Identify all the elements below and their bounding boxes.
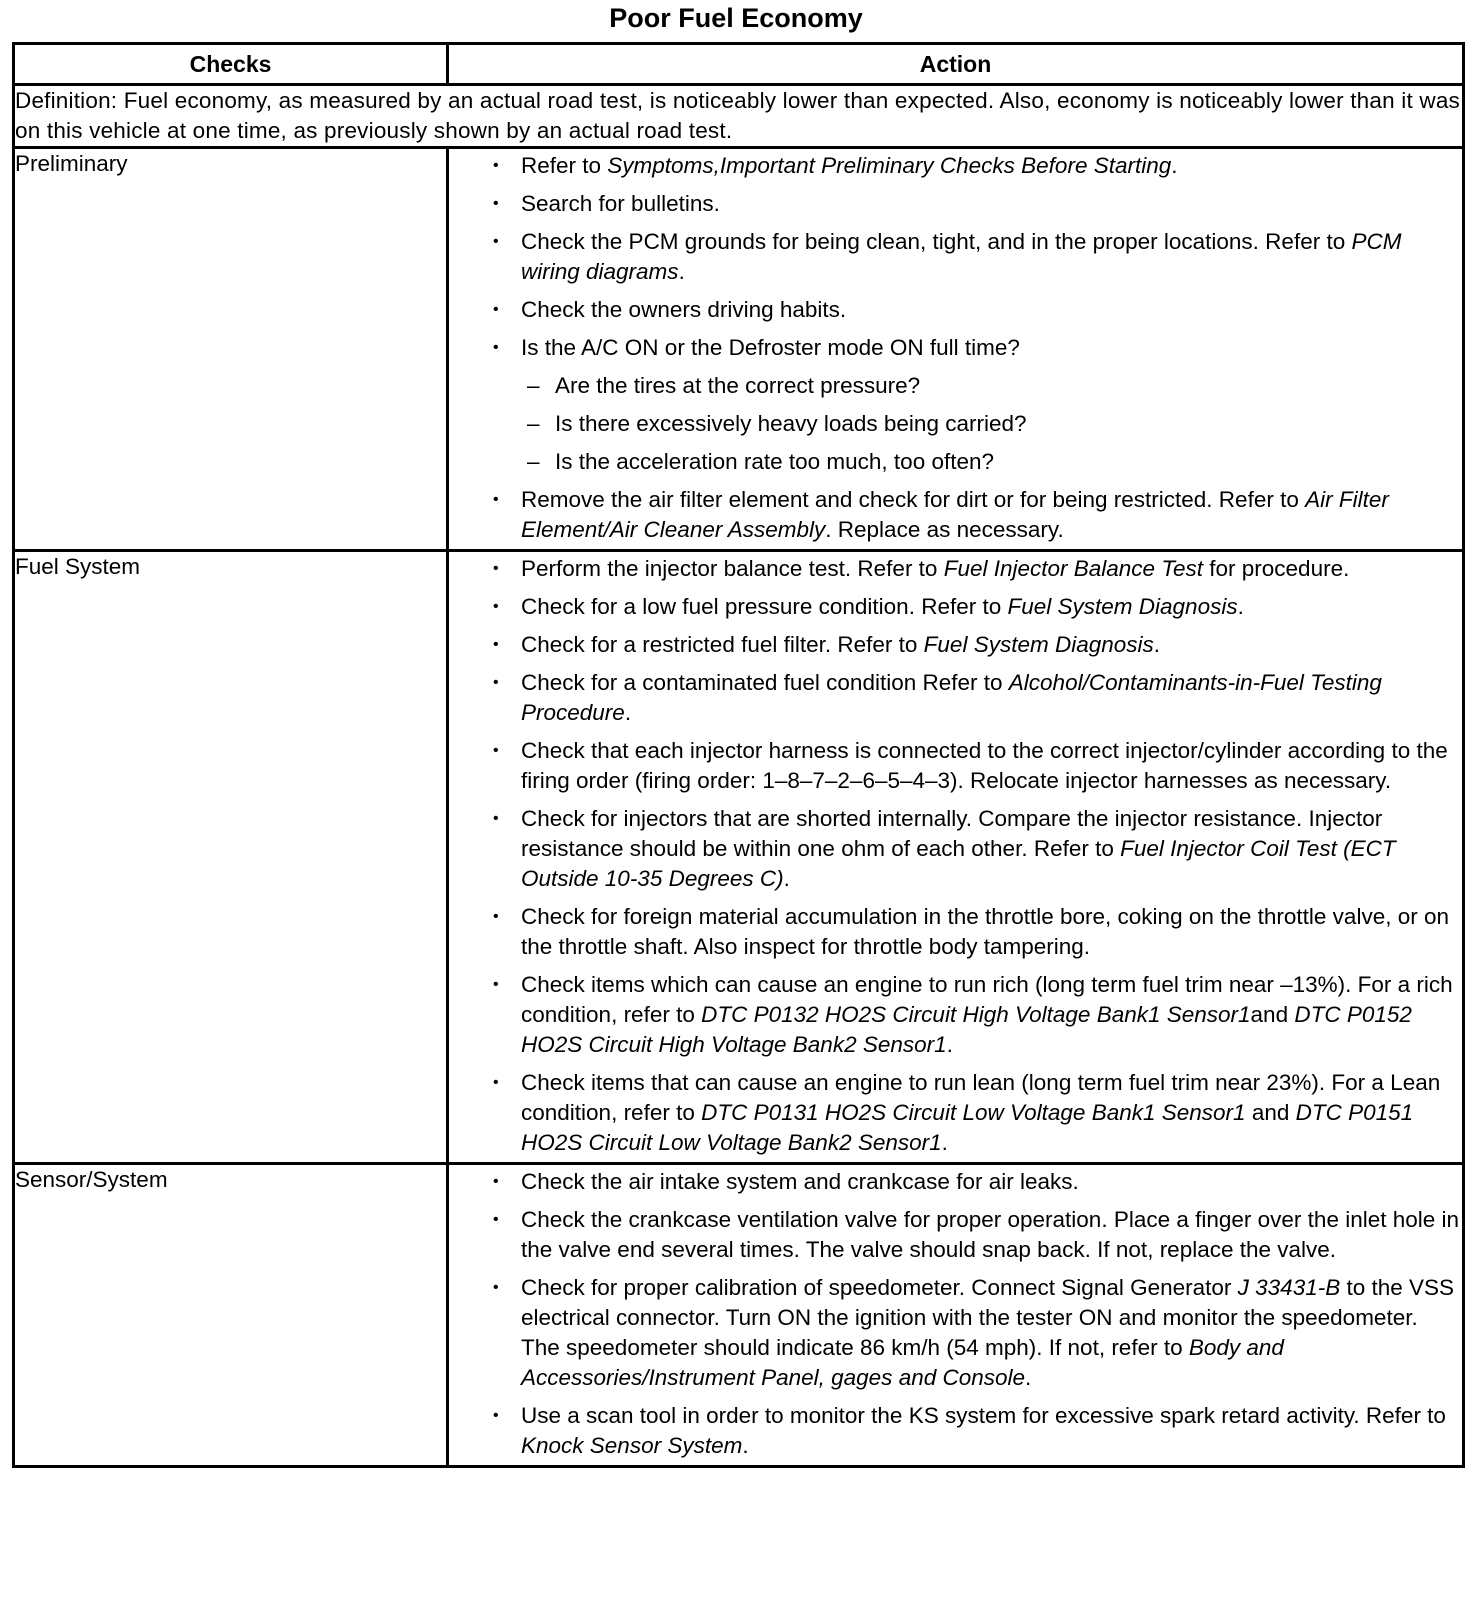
action-item: • Check items that can cause an engine to run lean (long term fuel trim near 23%). For a Lean condition, refer to DTC P0131 HO2S Circuit Low Voltage Bank1 Sensor1 and DTC P0151 HO2S Circuit Low Voltage Bank2 Sensor1. <box>449 1068 1462 1158</box>
header-row <box>14 44 1464 85</box>
action-item: • Check the crankcase ventilation valve for proper operation. Place a finger over the inlet hole in the valve end several times. The valve should snap back. If not, replace the valve. <box>449 1205 1462 1265</box>
table-row <box>14 148 1464 551</box>
reference-link[interactable]: J 33431-B <box>1237 1275 1341 1300</box>
action-item: • Perform the injector balance test. Refer to Fuel Injector Balance Test for procedure. <box>449 554 1462 584</box>
action-item: • Check the air intake system and crankcase for air leaks. <box>449 1167 1462 1197</box>
action-item: • Check for a contaminated fuel condition Refer to Alcohol/Contaminants-in-Fuel Testing Procedure. <box>449 668 1462 728</box>
checks-header: Checks <box>14 44 448 85</box>
table-row <box>14 551 1464 1164</box>
reference-link[interactable]: Fuel Injector Balance Test <box>943 556 1204 581</box>
reference-link[interactable]: Alcohol/Contaminants-in-Fuel Testing Procedure <box>521 670 1382 725</box>
definition-row <box>14 85 1464 148</box>
reference-link[interactable]: PCM wiring diagrams <box>521 229 1402 284</box>
action-item: • Check the PCM grounds for being clean, tight, and in the proper locations. Refer to PCM wiring diagrams. <box>449 227 1462 287</box>
action-item: • Check items which can cause an engine to run rich (long term fuel trim near –13%). For a rich condition, refer to DTC P0132 HO2S Circuit High Voltage Bank1 Sensor1and DTC P0152 HO2S Circuit High Voltage Bank2 Sensor1. <box>449 970 1462 1060</box>
reference-link[interactable]: Knock Sensor System <box>521 1433 743 1458</box>
check-label: Fuel System <box>14 551 448 1164</box>
action-item: • Check that each injector harness is connected to the correct injector/cylinder according to the firing order (firing order: 1–8–7–2–6–5–4–3). Relocate injector harnesses as necessary. <box>449 736 1462 796</box>
action-cell <box>448 148 1464 551</box>
check-label: Sensor/System <box>14 1164 448 1467</box>
action-subitem: – Is there excessively heavy loads being carried? <box>449 409 1462 439</box>
action-item: • Use a scan tool in order to monitor the KS system for excessive spark retard activity. Refer to Knock Sensor System. <box>449 1401 1462 1461</box>
reference-link[interactable]: Fuel System Diagnosis <box>923 632 1154 657</box>
action-item: • Check for injectors that are shorted internally. Compare the injector resistance. Injector resistance should be within one ohm of each other. Refer to Fuel Injector Coil Test (ECT Outside 10-35 Degrees C). <box>449 804 1462 894</box>
reference-link[interactable]: Air Filter Element/Air Cleaner Assembly <box>521 487 1389 542</box>
action-item: • Is the A/C ON or the Defroster mode ON full time? <box>449 333 1462 363</box>
action-subitem: – Is the acceleration rate too much, too often? <box>449 447 1462 477</box>
diagnostic-table <box>12 42 1465 1468</box>
definition-text: Definition: Fuel economy, as measured by an actual road test, is noticeably lower than expected. Also, economy is noticeably lower than it was on this vehicle at one time, as previously shown by an actual road test. <box>14 85 1464 148</box>
action-item: • Check for a low fuel pressure condition. Refer to Fuel System Diagnosis. <box>449 592 1462 622</box>
reference-link[interactable]: Fuel System Diagnosis <box>1007 594 1238 619</box>
action-item: • Check the owners driving habits. <box>449 295 1462 325</box>
action-subitem: – Are the tires at the correct pressure? <box>449 371 1462 401</box>
action-item: • Check for proper calibration of speedometer. Connect Signal Generator J 33431-B to the VSS electrical connector. Turn ON the ignition with the tester ON and monitor the speedometer. The speedometer should indicate 86 km/h (54 mph). If not, refer to Body and Accessories/Instrument Panel, gages and Console. <box>449 1273 1462 1393</box>
check-label: Preliminary <box>14 148 448 551</box>
reference-link[interactable]: DTC P0131 HO2S Circuit Low Voltage Bank1 Sensor1 <box>701 1100 1246 1125</box>
action-item: • Check for a restricted fuel filter. Refer to Fuel System Diagnosis. <box>449 630 1462 660</box>
action-cell <box>448 551 1464 1164</box>
reference-link[interactable]: Body and Accessories/Instrument Panel, gages and Console <box>521 1335 1284 1390</box>
action-item: • Refer to Symptoms,Important Preliminary Checks Before Starting. <box>449 151 1462 181</box>
action-item: • Check for foreign material accumulation in the throttle bore, coking on the throttle valve, or on the throttle shaft. Also inspect for throttle body tampering. <box>449 902 1462 962</box>
reference-link[interactable]: Symptoms,Important Preliminary Checks Before Starting <box>607 153 1172 178</box>
action-cell <box>448 1164 1464 1467</box>
action-item: • Remove the air filter element and check for dirt or for being restricted. Refer to Air Filter Element/Air Cleaner Assembly. Replace as necessary. <box>449 485 1462 545</box>
reference-link[interactable]: DTC P0151 HO2S Circuit Low Voltage Bank2 Sensor1 <box>521 1100 1414 1155</box>
action-item: • Search for bulletins. <box>449 189 1462 219</box>
table-row <box>14 1164 1464 1467</box>
reference-link[interactable]: Fuel Injector Coil Test (ECT Outside 10-35 Degrees C) <box>521 836 1396 891</box>
action-header: Action <box>448 44 1464 85</box>
page-title: Poor Fuel Economy <box>609 3 863 33</box>
reference-link[interactable]: DTC P0132 HO2S Circuit High Voltage Bank1 Sensor1 <box>701 1002 1251 1027</box>
reference-link[interactable]: DTC P0152 HO2S Circuit High Voltage Bank2 Sensor1 <box>521 1002 1412 1057</box>
